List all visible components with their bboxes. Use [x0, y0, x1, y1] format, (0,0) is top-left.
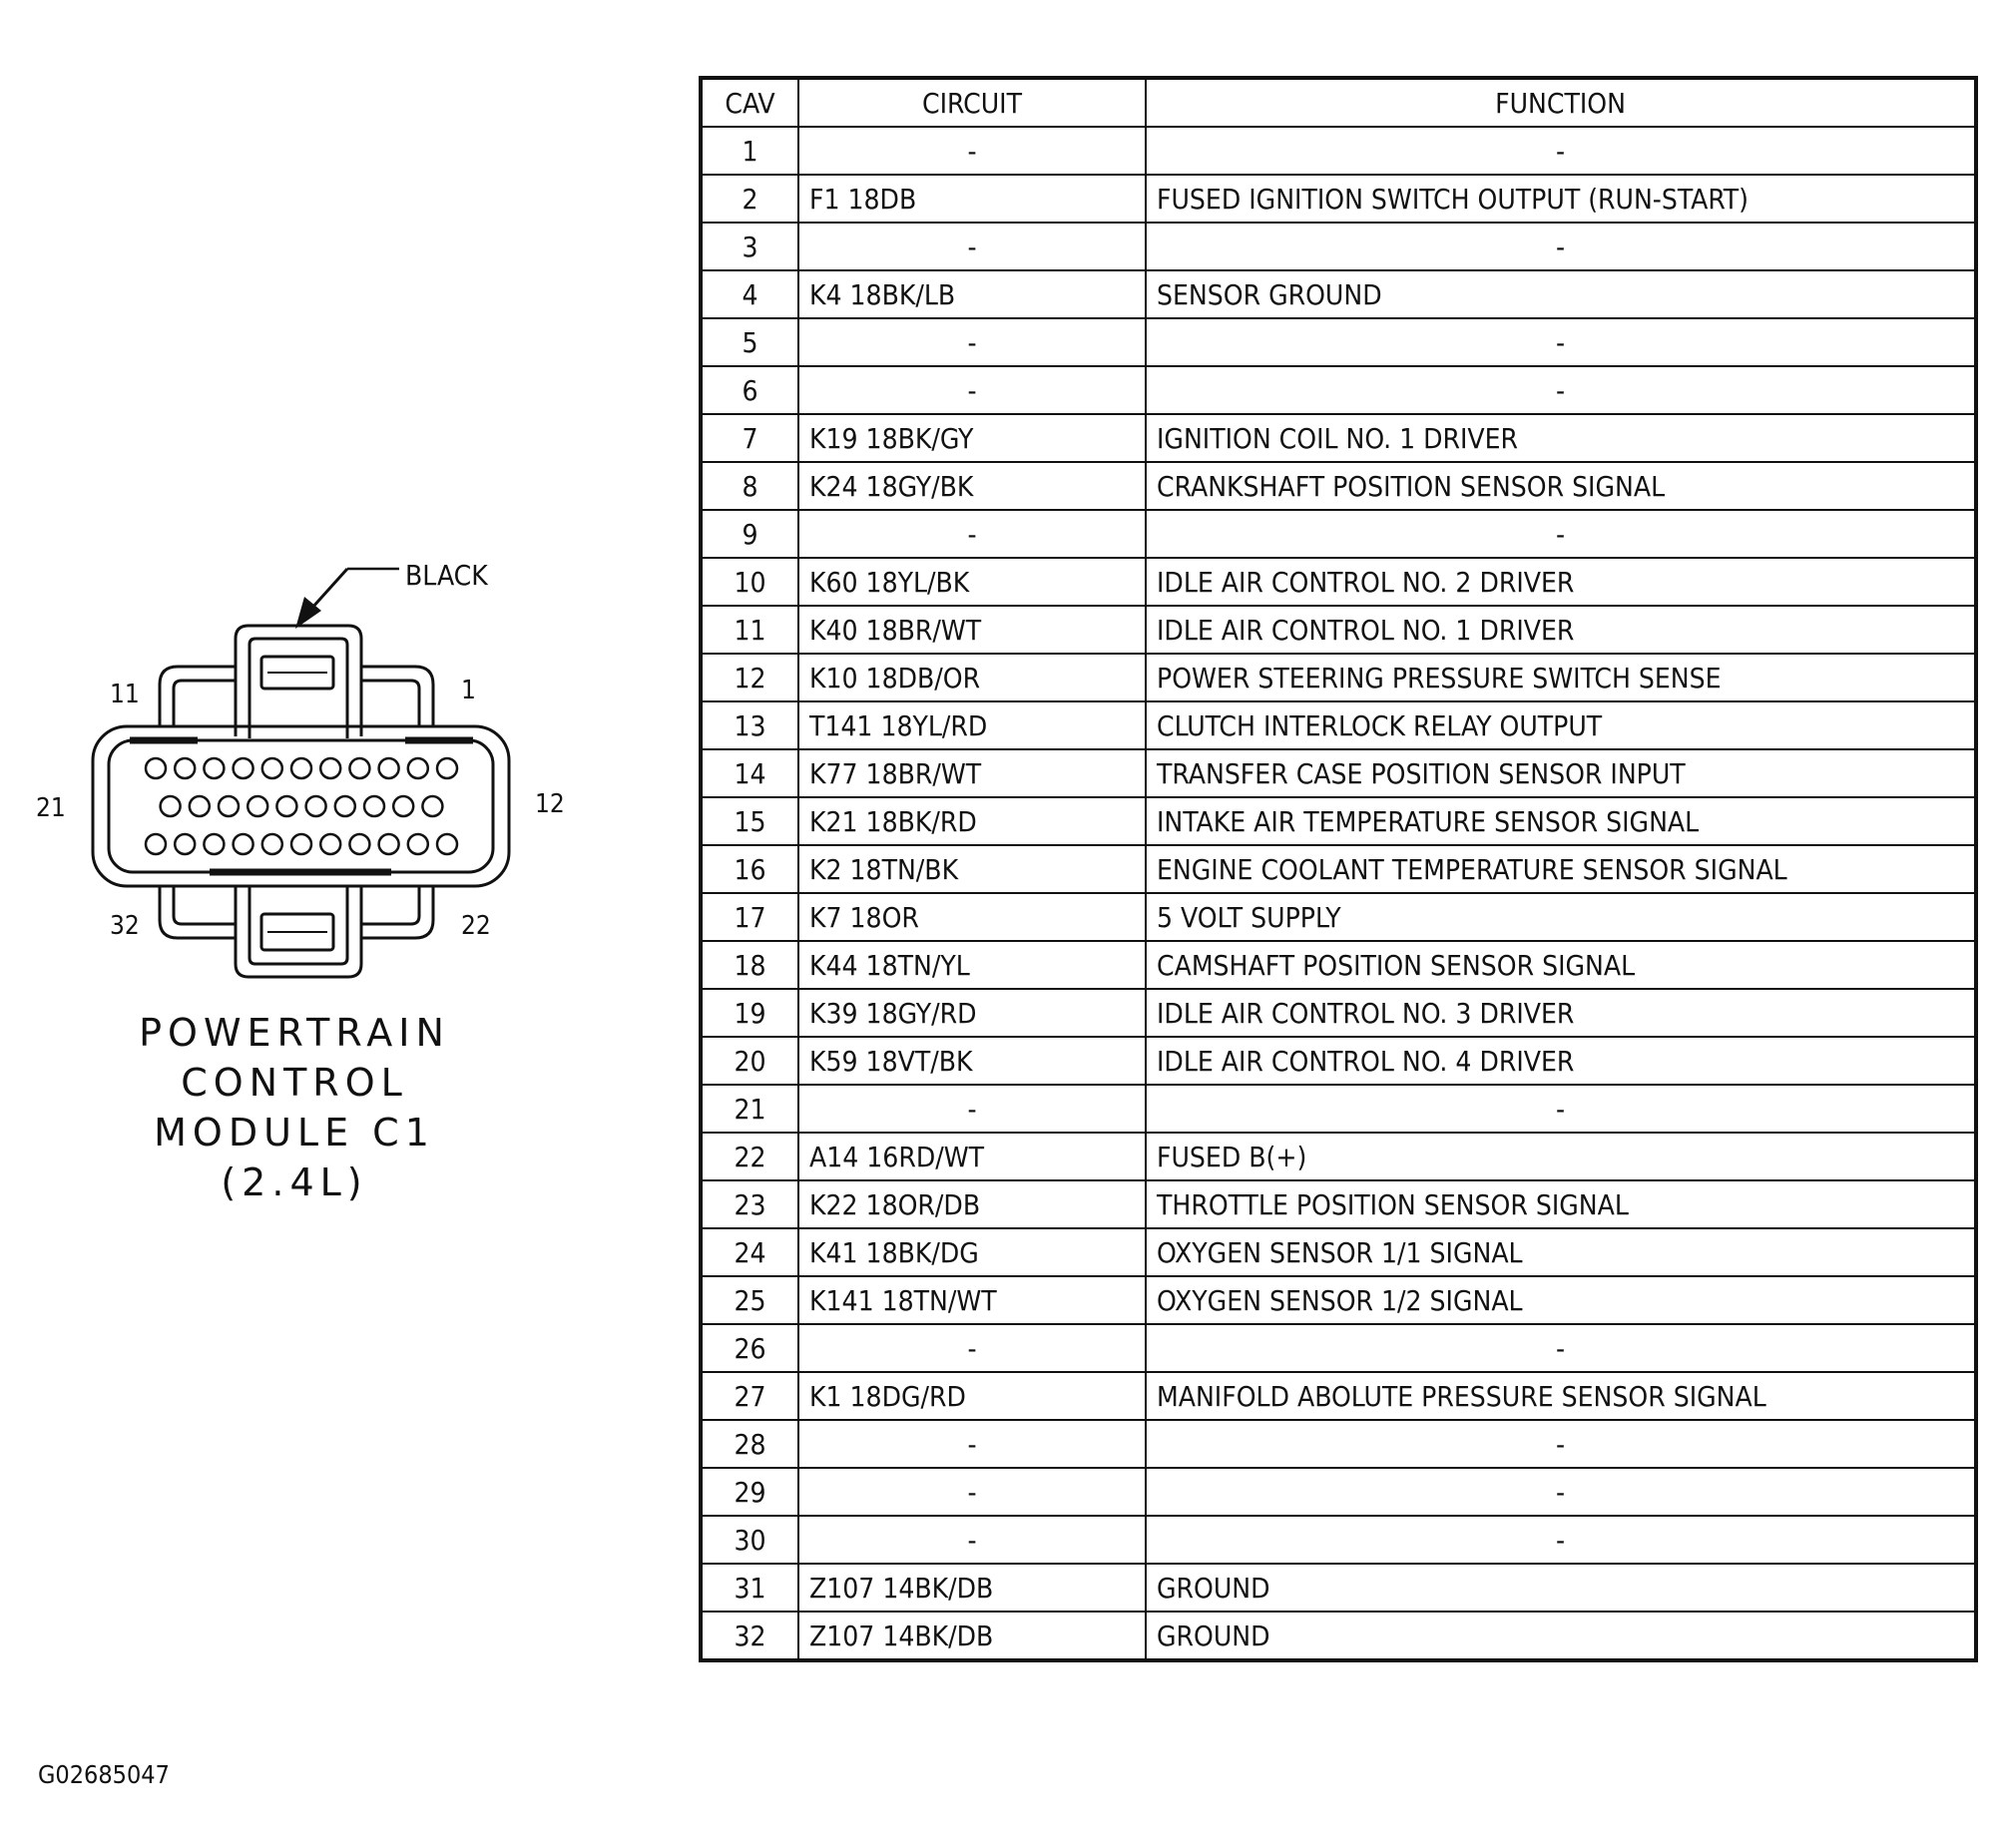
cell-circuit: K2 18TN/BK: [798, 845, 1146, 893]
cell-circuit: -: [798, 1468, 1146, 1516]
cell-cav: 13: [701, 701, 798, 749]
pin-label-top-left: 11: [110, 680, 140, 709]
table-row: [701, 1612, 1976, 1660]
cell-function: CRANKSHAFT POSITION SENSOR SIGNAL: [1146, 462, 1976, 510]
cell-circuit: K4 18BK/LB: [798, 270, 1146, 318]
cell-circuit: K22 18OR/DB: [798, 1180, 1146, 1228]
cell-function: GROUND: [1146, 1564, 1976, 1612]
cell-circuit: K60 18YL/BK: [798, 558, 1146, 606]
table-row: [701, 654, 1976, 701]
cell-function: INTAKE AIR TEMPERATURE SENSOR SIGNAL: [1146, 797, 1976, 845]
caption-line: CONTROL: [181, 1061, 408, 1105]
pin-hole: [219, 796, 239, 816]
table-row: [701, 797, 1976, 845]
pin-hole: [335, 796, 355, 816]
table-row: [701, 1324, 1976, 1372]
cell-cav: 27: [701, 1372, 798, 1420]
table-row: [701, 1372, 1976, 1420]
cell-circuit: -: [798, 366, 1146, 414]
pin-hole: [234, 758, 253, 778]
cell-cav: 28: [701, 1420, 798, 1468]
cell-cav: 1: [701, 127, 798, 175]
cell-circuit: -: [798, 127, 1146, 175]
cell-circuit: F1 18DB: [798, 175, 1146, 223]
cell-function: IDLE AIR CONTROL NO. 3 DRIVER: [1146, 989, 1976, 1037]
connector-color-label: BLACK: [405, 559, 488, 592]
pin-hole: [379, 834, 399, 854]
pin-hole: [262, 758, 282, 778]
cell-circuit: K7 18OR: [798, 893, 1146, 941]
cell-function: THROTTLE POSITION SENSOR SIGNAL: [1146, 1180, 1976, 1228]
cell-function: OXYGEN SENSOR 1/1 SIGNAL: [1146, 1228, 1976, 1276]
table-row: [701, 223, 1976, 270]
cell-function: IDLE AIR CONTROL NO. 2 DRIVER: [1146, 558, 1976, 606]
cell-cav: 3: [701, 223, 798, 270]
caption-line: MODULE C1: [154, 1111, 435, 1155]
top-latch: [236, 626, 361, 738]
cell-cav: 8: [701, 462, 798, 510]
cell-cav: 15: [701, 797, 798, 845]
cell-circuit: K44 18TN/YL: [798, 941, 1146, 989]
cell-circuit: K10 18DB/OR: [798, 654, 1146, 701]
cell-function: MANIFOLD ABOLUTE PRESSURE SENSOR SIGNAL: [1146, 1372, 1976, 1420]
table-row: [701, 1180, 1976, 1228]
cell-cav: 21: [701, 1085, 798, 1133]
table-row: [701, 462, 1976, 510]
pin-hole: [408, 758, 428, 778]
cell-function: GROUND: [1146, 1612, 1976, 1660]
table-header-row: [701, 78, 1976, 127]
header-function: FUNCTION: [1146, 78, 1976, 127]
cell-circuit: Z107 14BK/DB: [798, 1564, 1146, 1612]
pin-hole: [146, 834, 166, 854]
pin-hole: [146, 758, 166, 778]
pin-label-left: 21: [36, 793, 66, 823]
cell-circuit: K141 18TN/WT: [798, 1276, 1146, 1324]
pin-hole: [437, 758, 457, 778]
cell-function: OXYGEN SENSOR 1/2 SIGNAL: [1146, 1276, 1976, 1324]
figure-id: G02685047: [38, 1760, 170, 1789]
bottom-arms: [160, 886, 433, 938]
cell-circuit: K40 18BR/WT: [798, 606, 1146, 654]
pin-hole: [161, 796, 181, 816]
cell-function: CAMSHAFT POSITION SENSOR SIGNAL: [1146, 941, 1976, 989]
cell-circuit: K41 18BK/DG: [798, 1228, 1146, 1276]
cell-function: FUSED B(+): [1146, 1133, 1976, 1180]
cell-function: SENSOR GROUND: [1146, 270, 1976, 318]
pin-label-bottom-left: 32: [110, 911, 140, 941]
table-row: [701, 989, 1976, 1037]
pin-hole: [320, 834, 340, 854]
table-row: [701, 127, 1976, 175]
cell-cav: 11: [701, 606, 798, 654]
cell-cav: 2: [701, 175, 798, 223]
table-row: [701, 845, 1976, 893]
cell-function: IDLE AIR CONTROL NO. 4 DRIVER: [1146, 1037, 1976, 1085]
cell-function: -: [1146, 366, 1976, 414]
cell-function: IGNITION COIL NO. 1 DRIVER: [1146, 414, 1976, 462]
cell-function: CLUTCH INTERLOCK RELAY OUTPUT: [1146, 701, 1976, 749]
cell-function: ENGINE COOLANT TEMPERATURE SENSOR SIGNAL: [1146, 845, 1976, 893]
cell-cav: 25: [701, 1276, 798, 1324]
pin-hole: [364, 796, 384, 816]
pinout-table: [699, 76, 1978, 1662]
bottom-latch: [236, 886, 361, 977]
table-row: [701, 1420, 1976, 1468]
pin-hole: [320, 758, 340, 778]
pin-hole: [175, 758, 195, 778]
table-row: [701, 318, 1976, 366]
table-row: [701, 1468, 1976, 1516]
cell-cav: 32: [701, 1612, 798, 1660]
top-arms: [160, 667, 433, 726]
cell-cav: 29: [701, 1468, 798, 1516]
table-row: [701, 1228, 1976, 1276]
table-row: [701, 1276, 1976, 1324]
pin-grid: [146, 758, 457, 854]
pinout-table-body: [701, 127, 1976, 1660]
cell-cav: 20: [701, 1037, 798, 1085]
cell-function: -: [1146, 1085, 1976, 1133]
cell-circuit: K59 18VT/BK: [798, 1037, 1146, 1085]
cell-cav: 12: [701, 654, 798, 701]
pin-hole: [262, 834, 282, 854]
cell-function: IDLE AIR CONTROL NO. 1 DRIVER: [1146, 606, 1976, 654]
table-row: [701, 414, 1976, 462]
cell-cav: 7: [701, 414, 798, 462]
pin-hole: [204, 758, 224, 778]
cell-function: -: [1146, 1420, 1976, 1468]
cell-cav: 6: [701, 366, 798, 414]
cell-cav: 9: [701, 510, 798, 558]
cell-cav: 22: [701, 1133, 798, 1180]
header-circuit: CIRCUIT: [798, 78, 1146, 127]
cell-function: -: [1146, 1324, 1976, 1372]
table-row: [701, 1133, 1976, 1180]
pin-hole: [408, 834, 428, 854]
cell-circuit: K39 18GY/RD: [798, 989, 1146, 1037]
cell-cav: 10: [701, 558, 798, 606]
pin-hole: [306, 796, 326, 816]
caption-line: POWERTRAIN: [139, 1011, 450, 1055]
cell-circuit: -: [798, 1420, 1146, 1468]
pin-hole: [175, 834, 195, 854]
table-row: [701, 941, 1976, 989]
cell-cav: 24: [701, 1228, 798, 1276]
cell-circuit: -: [798, 1324, 1146, 1372]
cell-function: -: [1146, 1516, 1976, 1564]
pin-hole: [349, 758, 369, 778]
pin-hole: [379, 758, 399, 778]
cell-circuit: Z107 14BK/DB: [798, 1612, 1146, 1660]
cell-circuit: A14 16RD/WT: [798, 1133, 1146, 1180]
cell-circuit: K21 18BK/RD: [798, 797, 1146, 845]
cell-circuit: -: [798, 318, 1146, 366]
cell-cav: 30: [701, 1516, 798, 1564]
cell-cav: 17: [701, 893, 798, 941]
cell-cav: 18: [701, 941, 798, 989]
cell-function: -: [1146, 127, 1976, 175]
cell-circuit: K77 18BR/WT: [798, 749, 1146, 797]
cell-function: FUSED IGNITION SWITCH OUTPUT (RUN-START): [1146, 175, 1976, 223]
pin-hole: [204, 834, 224, 854]
table-row: [701, 1037, 1976, 1085]
table-row: [701, 510, 1976, 558]
connector-caption: [120, 1008, 469, 1207]
pin-hole: [349, 834, 369, 854]
cell-function: -: [1146, 1468, 1976, 1516]
cell-circuit: -: [798, 223, 1146, 270]
cell-cav: 4: [701, 270, 798, 318]
table-row: [701, 606, 1976, 654]
table-row: [701, 893, 1976, 941]
table-row: [701, 1564, 1976, 1612]
cell-cav: 31: [701, 1564, 798, 1612]
cell-circuit: K1 18DG/RD: [798, 1372, 1146, 1420]
pointer-arrow: [295, 569, 399, 629]
caption-line: (2.4L): [221, 1160, 368, 1204]
pin-hole: [422, 796, 442, 816]
cell-function: -: [1146, 510, 1976, 558]
table-row: [701, 701, 1976, 749]
cell-cav: 5: [701, 318, 798, 366]
cell-circuit: K19 18BK/GY: [798, 414, 1146, 462]
pin-label-bottom-right: 22: [461, 911, 491, 941]
cell-function: 5 VOLT SUPPLY: [1146, 893, 1976, 941]
header-cav: CAV: [701, 78, 798, 127]
cell-cav: 16: [701, 845, 798, 893]
table-row: [701, 1516, 1976, 1564]
pin-hole: [234, 834, 253, 854]
table-row: [701, 558, 1976, 606]
pin-hole: [291, 758, 311, 778]
pin-hole: [393, 796, 413, 816]
table-row: [701, 749, 1976, 797]
pin-hole: [437, 834, 457, 854]
table-row: [701, 175, 1976, 223]
pin-hole: [248, 796, 267, 816]
cell-function: TRANSFER CASE POSITION SENSOR INPUT: [1146, 749, 1976, 797]
cell-circuit: -: [798, 1085, 1146, 1133]
cell-cav: 23: [701, 1180, 798, 1228]
pin-label-top-right: 1: [461, 676, 476, 705]
cell-circuit: -: [798, 510, 1146, 558]
cell-function: -: [1146, 318, 1976, 366]
pin-hole: [276, 796, 296, 816]
pin-label-right: 12: [535, 789, 565, 819]
cell-function: -: [1146, 223, 1976, 270]
pin-hole: [291, 834, 311, 854]
table-row: [701, 270, 1976, 318]
table-row: [701, 366, 1976, 414]
table-row: [701, 1085, 1976, 1133]
cell-circuit: K24 18GY/BK: [798, 462, 1146, 510]
cell-cav: 26: [701, 1324, 798, 1372]
cell-circuit: -: [798, 1516, 1146, 1564]
cell-cav: 14: [701, 749, 798, 797]
connector-body: [93, 726, 509, 886]
cell-circuit: T141 18YL/RD: [798, 701, 1146, 749]
pin-hole: [190, 796, 210, 816]
cell-function: POWER STEERING PRESSURE SWITCH SENSE: [1146, 654, 1976, 701]
cell-cav: 19: [701, 989, 798, 1037]
